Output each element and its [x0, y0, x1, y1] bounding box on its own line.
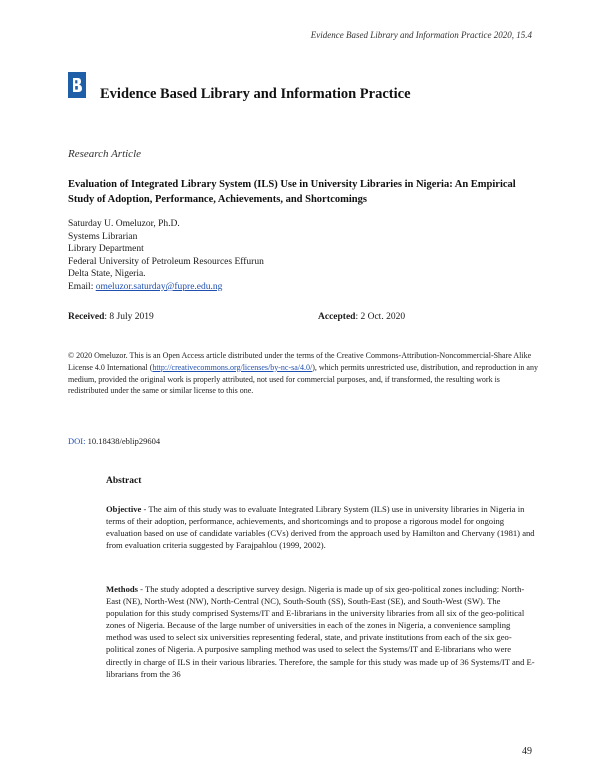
- license-statement: [68, 350, 538, 397]
- author-position: Systems Librarian: [68, 231, 138, 242]
- copyright-icon: ©: [68, 351, 75, 360]
- abstract-heading: Abstract: [106, 476, 142, 486]
- accepted-label: Accepted: [318, 312, 356, 322]
- doi: [68, 436, 160, 446]
- journal-title: Evidence Based Library and Information Practice: [100, 86, 411, 102]
- author-email-line: [68, 281, 264, 294]
- objective-text: - The aim of this study was to evaluate Integrated Library System (ILS) use in university libraries in Nigeria in terms of their adoption, performance, achievements, and shortcomings and to propose a rigorous model for ongoing evaluation based on use of candidate variables (CVs) derived from the approach used by Hamilton and Chervany (1981) and from evaluation criteria suggested by Farajpahlou (1999, 2002).: [106, 504, 535, 551]
- license-link[interactable]: http://creativecommons.org/licenses/by-nc-sa/4.0/: [152, 362, 313, 372]
- author-institution: Federal University of Petroleum Resources Effurun: [68, 256, 264, 267]
- email-label: Email:: [68, 281, 94, 292]
- doi-label[interactable]: DOI:: [68, 436, 86, 446]
- objective-label: Objective: [106, 504, 142, 514]
- license-text-before: 2020 Omeluzor. This is an Open Access article distributed under the terms of the Creative Commons-Attribution-Noncommercial-Share Alike License 4.0 International (: [68, 351, 532, 372]
- abstract-methods: [106, 583, 536, 680]
- article-title: Evaluation of Integrated Library System (ILS) Use in University Libraries in Nigeria: An Empirical Study of Adoption, Performance, Achievements, and Shortcomings: [68, 179, 516, 205]
- accepted-value: : 2 Oct. 2020: [355, 312, 406, 322]
- author-block: [68, 218, 264, 294]
- received-label: Received: [68, 312, 105, 322]
- received-value: : 8 July 2019: [104, 312, 154, 322]
- page-number: 49: [522, 746, 532, 757]
- methods-label: Methods: [106, 584, 138, 594]
- doi-value: 10.18438/eblip29604: [85, 436, 161, 446]
- author-name: Saturday U. Omeluzor, Ph.D.: [68, 219, 180, 229]
- running-head: Evidence Based Library and Information Practice 2020, 15.4: [310, 30, 532, 40]
- email-link[interactable]: omeluzor.saturday@fupre.edu.ng: [95, 281, 223, 292]
- received-date: [68, 312, 154, 322]
- author-department: Library Department: [68, 244, 144, 255]
- article-type: Research Article: [68, 148, 142, 160]
- license-text-after: ), which permits unrestricted use, distribution, and reproduction in any medium, provided the original work is properly attributed, not used for commercial purposes, and, if transformed, the resulting work is redistributed under the same or similar license to this one.: [68, 362, 538, 396]
- abstract-objective: [106, 503, 536, 551]
- methods-text: - The study adopted a descriptive survey design. Nigeria is made up of six geo-political zones including: North-East (NE), North-West (NW), North-Central (NC), South-South (SS), South-East (SE), and South-West (SW). The population for this study comprised Systems/IT and E-librarians in the university libraries from all six of the geo-political zones of Nigeria. Because of the large number of universities in each of the zones in Nigeria, a convenience sampling method was used to select six universities representing federal, state, and private institutions from each of the six geo-political zones of Nigeria. A purposive sampling method was used to select the Systems/IT and E-librarians who were directly in charge of ILS in their various libraries. Therefore, the sample for this study was made up of 36 Systems/IT and E-librarians from the 36: [106, 584, 535, 679]
- author-location: Delta State, Nigeria.: [68, 269, 146, 280]
- journal-logo-icon: [68, 72, 86, 98]
- accepted-date: [318, 312, 405, 322]
